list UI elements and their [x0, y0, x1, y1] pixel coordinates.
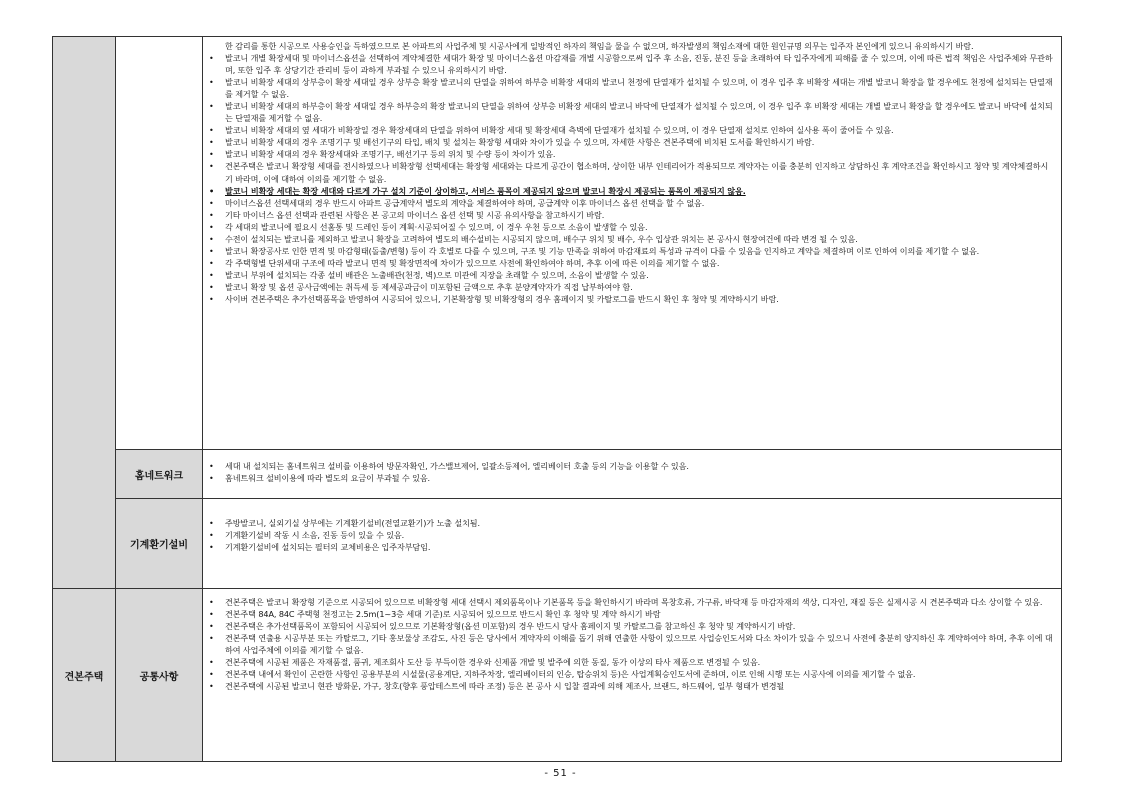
- note-item: • 홈네트워크 설비이용에 따라 별도의 요금이 부과될 수 있음.: [205, 472, 1055, 484]
- note-item: • 기계환기설비에 설치되는 필터의 교체비용은 입주자부담임.: [205, 541, 1055, 553]
- note-item: • 견본주택 연출용 시공부분 또는 카탈로그, 기타 홍보물상 조감도, 사진 등은 당사에서 계약자의 이해를 돕기 위해 연출한 사항이 있으므로 사업승인도서와 다소 차이가 있을 수 있으니 사전에 충분히 양지하신 후 계약하여야 하며, 추후 이에 대하여 사업주체에 이의를 제기할 수 없음.: [205, 632, 1055, 656]
- common-label: 공통사항: [139, 671, 179, 683]
- note-item: • 견본주택은 추가선택품목이 포함되어 시공되어 있으므로 기본확장형(옵션 미포함)의 경우 반드시 당사 홈페이지 및 카탈로그를 참고하신 후 청약 및 계약하시기 바람.: [205, 620, 1055, 632]
- homenet-label: 홈네트워크: [134, 470, 184, 482]
- note-item: • 마이너스옵션 선택세대의 경우 반드시 아파트 공급계약서 별도의 계약을 체결하여야 하며, 공급계약 이후 마이너스 옵션 선택을 할 수 없음.: [205, 197, 1055, 209]
- model-house-category: 견본주택: [64, 671, 104, 683]
- divider: [116, 449, 1061, 450]
- note-item: • 수전이 설치되는 발코니를 제외하고 발코니 확장을 고려하여 별도의 배수설비는 시공되지 않으며, 배수구 위치 및 배수, 우수 입상관 위치는 본 공사시 현장여건에 따라 변경 될 수 있음.: [205, 233, 1055, 245]
- divider: [53, 588, 1061, 589]
- note-item: • 발코니 비확장 세대의 경우 조명기구 및 배선기구의 타입, 배치 및 설치는 확장형 세대와 차이가 있을 수 있으며, 자세한 사항은 견본주택에 비치된 도서를 확인하시기 바람.: [205, 136, 1055, 148]
- note-item: • 기타 마이너스 옵션 선택과 관련된 사항은 본 공고의 마이너스 옵션 선택 및 시공 유의사항을 참고하시기 바람.: [205, 209, 1055, 221]
- note-item: 한 감리를 통한 시공으로 사용승인을 득하였으므로 본 아파트의 사업주체 및 시공사에게 일방적인 하자의 책임을 물을 수 없으며, 하자발생의 책임소재에 대한 원인규명 의무는 입주자 본인에게 있으니 유의하시기 바람.: [225, 41, 974, 51]
- note-item: • 각 세대의 발코니에 필요시 선홈통 및 드레인 등이 계획·시공되어질 수 있으며, 이 경우 우천 등으로 소음이 발생할 수 있음.: [205, 221, 1055, 233]
- note-item: • 견본주택은 발코니 확장형 세대를 전시하였으나 비확장형 선택세대는 확장형 세대와는 다르게 공간이 협소하며, 상이한 내부 인테리어가 적용되므로 계약자는 이를 충분히 인지하고 상담하신 후 계약조건을 확인하시고 청약 및 계약체결하시기 바라며, 이에 대하여 이의를 제기할 수 없음.: [205, 160, 1055, 184]
- note-item: • 주방발코니, 실외기실 상부에는 기계환기설비(전열교환기)가 노출 설치됨.: [205, 517, 1055, 529]
- divider: [116, 498, 1061, 499]
- note-item: • 발코니 개별 확장세대 및 마이너스옵션을 선택하여 계약체결한 세대가 확장 및 마이너스옵션 마감재를 개별 시공함으로써 입주 후 소음, 진동, 분진 등을 초래하여 타 입주자에게 피해를 줄 수 있으며, 이에 따른 법적 책임은 사업주체와 무관하며, 또한 입주 후 상당기간 관리비 등이 과하게 부과될 수 있으니 유의하시기 바람.: [205, 52, 1055, 76]
- note-item: • 견본주택 84A, 84C 주택형 천정고는 2.5m(1~3층 세대 기준)로 시공되어 있으므로 반드시 확인 후 청약 및 계약 하시기 바람: [205, 608, 1055, 620]
- balcony-notes: [205, 40, 1055, 305]
- note-item: • 발코니 비확장 세대의 경우 확장세대와 조명기구, 배선기구 등의 위치 및 수량 등이 차이가 있음.: [205, 148, 1055, 160]
- notice-table: [52, 36, 1062, 762]
- note-item: • 세대 내 설치되는 홈네트워크 설비를 이용하여 방문자확인, 가스밸브제어, 일괄소등제어, 엘리베이터 호출 등의 기능을 이용할 수 있음.: [205, 460, 1055, 472]
- note-item: • 기계환기설비 작동 시 소음, 진동 등이 있을 수 있음.: [205, 529, 1055, 541]
- note-item: • 발코니 비확장 세대의 옆 세대가 비확장일 경우 확장세대의 단열을 위하여 비확장 세대 및 확장세대 측벽에 단열재가 설치될 수 있으며, 이 경우 단열재 설치로 인하여 실사용 폭이 줄어들 수 있음.: [205, 124, 1055, 136]
- homenet-notes: [205, 460, 1055, 484]
- note-item: • 발코니 확장 및 옵션 공사금액에는 취득세 등 제세공과금이 미포함된 금액으로 추후 분양계약자가 직접 납부하여야 함.: [205, 281, 1055, 293]
- note-item: • 견본주택 내에서 확인이 곤란한 사항인 공용부분의 시설물(공용계단, 지하주차장, 엘리베이터의 인승, 탑승위치 등)은 사업계획승인도서에 준하며, 이로 인해 시행 또는 시공사에 이의를 제기할 수 없음.: [205, 668, 1055, 680]
- model-house-notes: [205, 596, 1055, 692]
- note-item: • 각 주택형별 단위세대 구조에 따라 발코니 면적 및 확장면적에 차이가 있으므로 사전에 확인하여야 하며, 추후 이에 따른 이의를 제기할 수 없음.: [205, 257, 1055, 269]
- note-item: • 견본주택에 시공된 제품은 자재품절, 품귀, 제조회사 도산 등 부득이한 경우와 신제품 개발 및 발주에 의한 동질, 동가 이상의 타사 제품으로 변경될 수 있음.: [205, 656, 1055, 668]
- ventilation-label: 기계환기설비: [130, 540, 188, 551]
- note-item: • 사이버 견본주택은 추가선택품목을 반영하여 시공되어 있으니, 기본확장형 및 비확장형의 경우 홈페이지 및 카탈로그를 반드시 확인 후 청약 및 계약하시기 바람.: [205, 293, 1055, 305]
- note-item: • 견본주택은 발코니 확장형 기준으로 시공되어 있으므로 비확장형 세대 선택시 제외품목이나 기본품목 등을 확인하시기 바라며 목창호류, 가구류, 바닥재 등 마감자재의 색상, 디자인, 재질 등은 실제시공 시 견본주택과 다소 상이할 수 있음.: [205, 596, 1055, 608]
- note-item: • 발코니 비확장 세대는 확장 세대와 다르게 가구 설치 기준이 상이하고, 서비스 품목이 제공되지 않으며 발코니 확장시 제공되는 품목이 제공되지 않음.: [205, 185, 1055, 197]
- note-item: • 발코니 비확장 세대의 하부층이 확장 세대일 경우 하부층의 확장 발코니의 단열을 위하여 상부층 비확장 세대의 발코니 바닥에 단열재가 설치될 수 있으며, 이 경우 입주 후 비확장 세대는 개별 발코니 확장을 할 경우에도 발코니 바닥에 설치되는 단열재를 제거할 수 없음.: [205, 100, 1055, 124]
- note-item: • 발코니 비확장 세대의 상부층이 확장 세대일 경우 상부층 확장 발코니의 단열을 위하여 하부층 비확장 세대의 발코니 천정에 단열재가 설치될 수 있으며, 이 경우 입주 후 비확장 세대는 개별 발코니 확장을 할 경우에도 천정에 설치되는 단열재를 제거할 수 없음.: [205, 76, 1055, 100]
- note-item: • 발코니 부위에 설치되는 각종 설비 배관은 노출배관(천정, 벽)으로 미관에 지장을 초래할 수 있으며, 소음이 발생할 수 있음.: [205, 269, 1055, 281]
- page-number: - 51 -: [544, 768, 577, 779]
- note-item: • 발코니 확장공사로 인한 면적 및 마감형태(돌출/변형) 등이 각 호별로 다를 수 있으며, 구조 및 기능 만족을 위하여 마감재료의 특성과 규격이 다를 수 있음을 인지하고 계약을 체결하며 이로 인하여 이의를 제기할 수 없음.: [205, 245, 1055, 257]
- note-item: • 견본주택에 시공된 발코니 현관 방화문, 가구, 창호(향후 풍압테스트에 따라 조정) 등은 본 공사 시 입찰 결과에 의해 제조사, 브랜드, 하드웨어, 일부 형태가 변경될: [205, 680, 1055, 692]
- ventilation-notes: [205, 517, 1055, 553]
